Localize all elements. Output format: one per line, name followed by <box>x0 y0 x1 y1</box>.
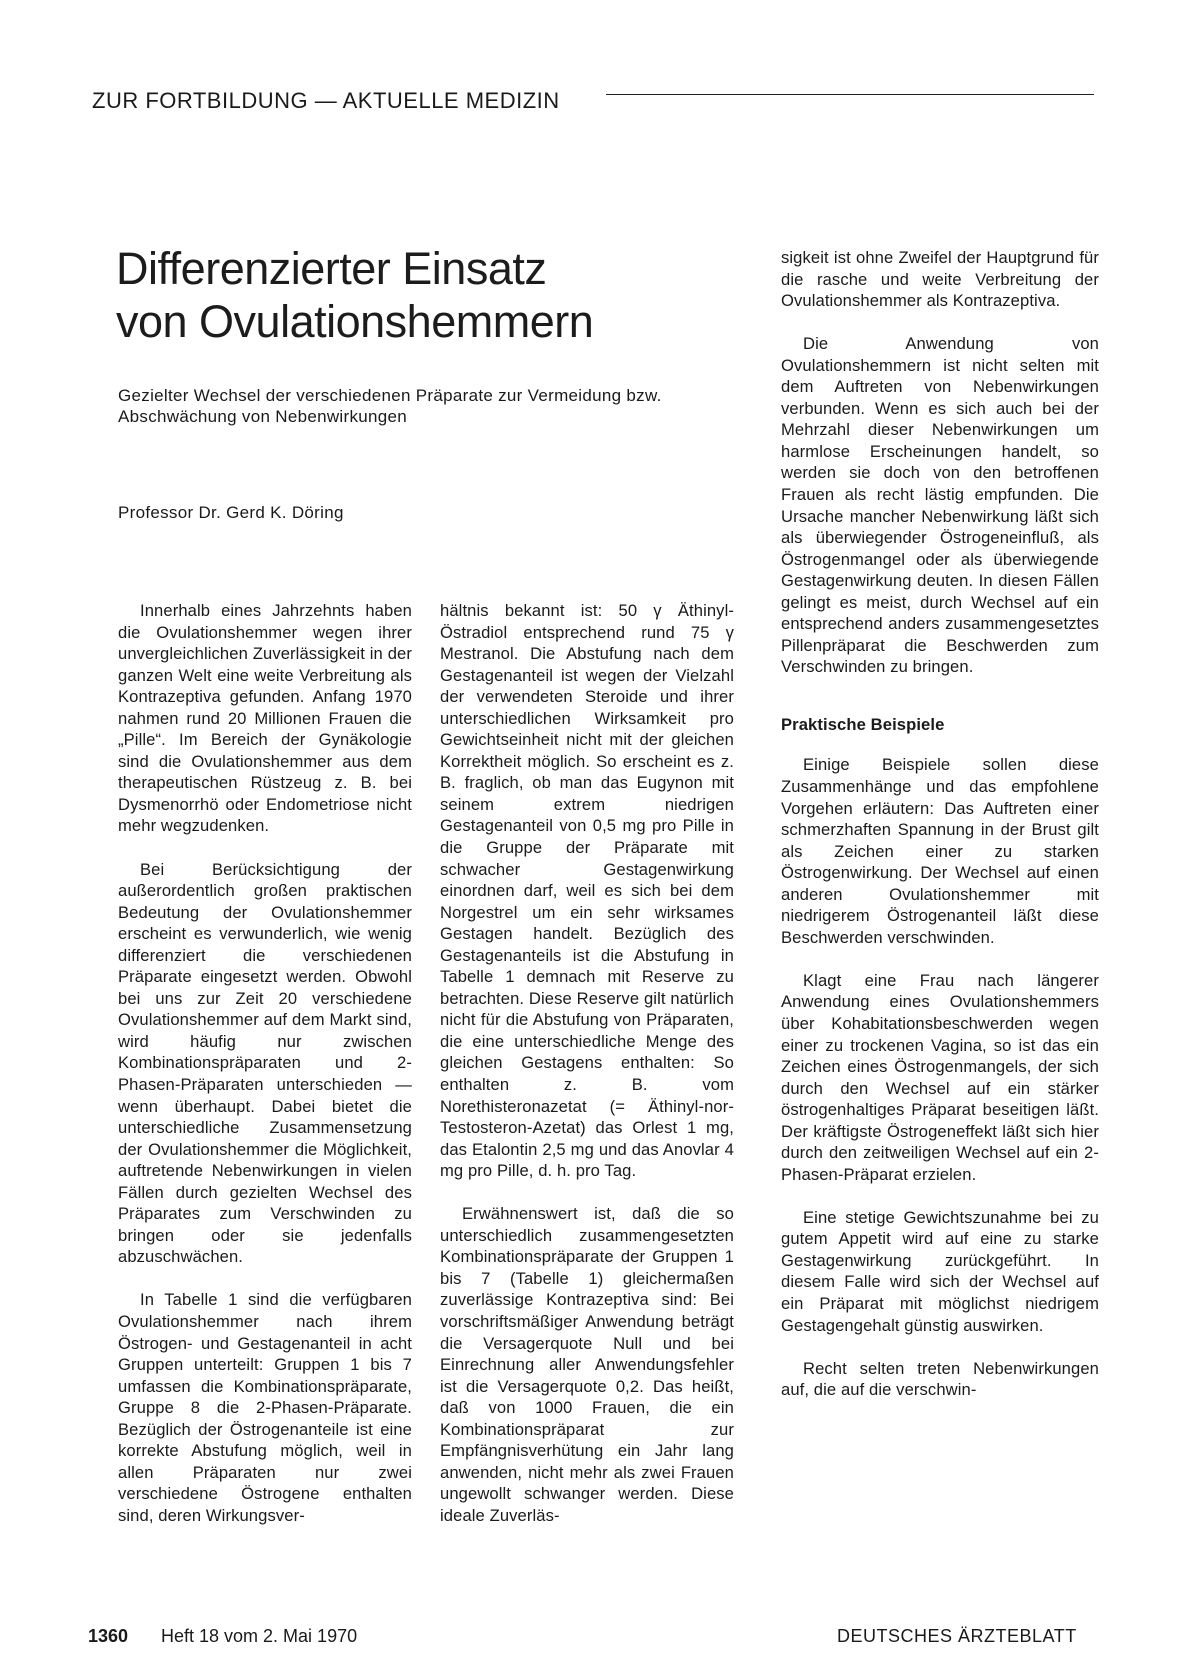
text-column-3 <box>781 247 1099 1401</box>
section-header: ZUR FORTBILDUNG — AKTUELLE MEDIZIN <box>92 88 560 113</box>
page-number: 1360 <box>88 1626 129 1646</box>
section-heading: Praktische Beispiele <box>781 714 945 734</box>
paragraph: Die Anwendung von Ovulationshemmern ist nicht selten mit dem Auftreten von Nebenwirkungen verbunden. Wenn es sich auch bei der Mehrzahl dieser Nebenwirkungen um harmlose Erscheinungen handelt, so werden sie doch von den betroffenen Frauen als recht lästig empfunden. Die Ursache mancher Nebenwirkung läßt sich als überwiegender Östrogeneinfluß, als Östrogenmangel oder als überwiegende Gestagenwirkung deuten. In diesen Fällen gelingt es meist, durch Wechsel auf ein entsprechend anders zusammengesetztes Pillenpräparat die Beschwerden zum Verschwinden zu bringen. <box>781 334 1099 677</box>
author-byline: Professor Dr. Gerd K. Döring <box>118 503 344 522</box>
paragraph: Klagt eine Frau nach längerer Anwendung eines Ovulationshemmers über Kohabitationsbeschwerden wegen einer zu trockenen Vagina, so ist das ein Zeichen eines Östrogenmangels, der sich durch den Wechsel auf ein stärker östrogenhaltiges Präparat beseitigen läßt. Der kräftigste Östrogeneffekt läßt sich hier durch den zeitweiligen Wechsel auf ein 2-Phasen-Präparat erzielen. <box>781 970 1099 1184</box>
text-column-1 <box>118 600 412 1526</box>
paragraph: Eine stetige Gewichtszunahme bei zu gutem Appetit wird auf eine zu starke Gestagenwirkung zurückgeführt. In diesem Falle wird sich der Wechsel auf ein Präparat mit möglichst niedrigem Gestagengehalt günstig auswirken. <box>781 1207 1099 1335</box>
title-line-2: von Ovulationshemmern <box>116 296 594 347</box>
paragraph: sigkeit ist ohne Zweifel der Hauptgrund für die rasche und weite Verbreitung der Ovulationshemmer als Kontrazeptiva. <box>781 248 1099 311</box>
paragraph: Recht selten treten Nebenwirkungen auf, die auf die verschwin- <box>781 1358 1099 1400</box>
title-line-1: Differenzierter Einsatz <box>116 243 547 294</box>
paragraph: In Tabelle 1 sind die verfügbaren Ovulationshemmer nach ihrem Östrogen- und Gestagenanteil in acht Gruppen unterteilt: Gruppen 1 bis 7 umfassen die Kombinationspräparate, Gruppe 8 die 2-Phasen-Präparate. Bezüglich der Östrogenanteile ist eine korrekte Abstufung möglich, weil in allen Präparaten nur zwei verschiedene Östrogene enthalten sind, deren Wirkungsver- <box>118 1290 412 1525</box>
paragraph: Innerhalb eines Jahrzehnts haben die Ovulationshemmer wegen ihrer unvergleichlichen Zuverlässigkeit in der ganzen Welt eine weite Verbreitung als Kontrazeptiva gefunden. Anfang 1970 nahmen rund 20 Millionen Frauen die „Pille“. Im Bereich der Gynäkologie sind die Ovulationshemmer aus dem therapeutischen Rüstzeug z. B. bei Dysmenorrhö oder Endometriose nicht mehr wegzudenken. <box>118 601 412 836</box>
text-column-2 <box>440 600 734 1526</box>
issue-info: Heft 18 vom 2. Mai 1970 <box>161 1626 358 1646</box>
article-title <box>116 242 736 348</box>
article-subtitle: Gezielter Wechsel der verschiedenen Präparate zur Vermeidung bzw. Abschwächung von Nebenwirkungen <box>118 386 662 426</box>
header-rule <box>606 94 1094 95</box>
paragraph: Erwähnenswert ist, daß die so unterschiedlich zusammengesetzten Kombinationspräparate der Gruppen 1 bis 7 (Tabelle 1) gleichermaßen zuverlässige Kontrazeptiva sind: Bei vorschriftsmäßiger Anwendung beträgt die Versagerquote Null und bei Einrechnung aller Anwendungsfehler ist die Versagerquote 0,2. Das heißt, daß von 1000 Frauen, die ein Kombinationspräparat zur Empfängnisverhütung ein Jahr lang anwenden, nicht mehr als zwei Frauen ungewollt schwanger werden. Diese ideale Zuverläs- <box>440 1204 734 1525</box>
paragraph: hältnis bekannt ist: 50 γ Äthinyl-Östradiol entsprechend rund 75 γ Mestranol. Die Abstufung nach dem Gestagenanteil ist wegen der Vielzahl der verwendeten Steroide und ihrer unterschiedlichen Wirksamkeit pro Gewichtseinheit nicht mit der gleichen Korrektheit möglich. So erscheint es z. B. fraglich, ob man das Eugynon mit seinem extrem niedrigen Gestagenanteil von 0,5 mg pro Pille in die Gruppe der Präparate mit schwacher Gestagenwirkung einordnen darf, weil es sich bei dem Norgestrel um ein sehr wirksames Gestagen handelt. Bezüglich des Gestagenanteils ist die Abstufung in Tabelle 1 demnach mit Reserve zu betrachten. Diese Reserve gilt natürlich nicht für die Abstufung von Präparaten, die eine unterschiedliche Menge des gleichen Gestagens enthalten: So enthalten z. B. vom Norethisteronazetat (= Äthinyl-nor-Testosteron-Azetat) das Orlest 1 mg, das Etalontin 2,5 mg und das Anovlar 4 mg pro Pille, d. h. pro Tag. <box>440 601 734 1181</box>
paragraph: Bei Berücksichtigung der außerordentlich großen praktischen Bedeutung der Ovulationshemmer erscheint es verwunderlich, wie wenig differenziert die verschiedenen Präparate eingesetzt werden. Obwohl bei uns zur Zeit 20 verschiedene Ovulationshemmer auf dem Markt sind, wird häufig nur zwischen Kombinationspräparaten und 2-Phasen-Präparaten unterschieden — wenn überhaupt. Dabei bietet die unterschiedliche Zusammensetzung der Ovulationshemmer die Möglichkeit, auftretende Nebenwirkungen in vielen Fällen durch gezielten Wechsel des Präparates zum Verschwinden zu bringen oder sie jedenfalls abzuschwächen. <box>118 859 412 1267</box>
journal-name: DEUTSCHES ÄRZTEBLATT <box>837 1626 1077 1646</box>
paragraph: Einige Beispiele sollen diese Zusammenhänge und das empfohlene Vorgehen erläutern: Das Auftreten einer schmerzhaften Spannung in der Brust gilt als Zeichen einer zu starken Östrogenwirkung. Der Wechsel auf einen anderen Ovulationshemmer mit niedrigerem Östrogenanteil läßt diese Beschwerden verschwinden. <box>781 755 1099 947</box>
